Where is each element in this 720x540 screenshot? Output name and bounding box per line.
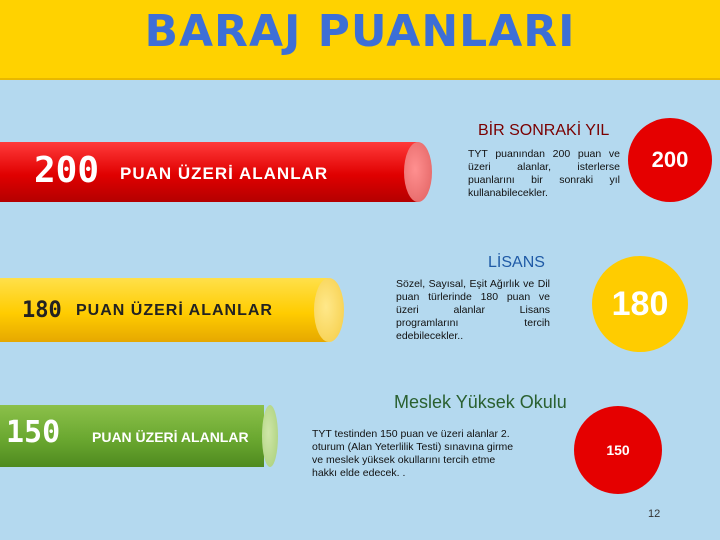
score-circle-150 <box>574 406 662 494</box>
cylinder-180 <box>0 278 344 342</box>
row-heading: BİR SONRAKİ YIL <box>478 122 610 139</box>
cylinder-label: PUAN ÜZERİ ALANLAR <box>76 302 273 319</box>
row-heading: LİSANS <box>488 254 545 271</box>
row-description: Sözel, Sayısal, Eşit Ağırlık ve Dil puan türlerinde 180 puan ve üzeri alanlar Lisans programlarını tercih edebilecekler.. <box>396 278 550 342</box>
row-description: TYT testinden 150 puan ve üzeri alanlar 2. oturum (Alan Yeterlilik Testi) sınavına girme ve meslek yüksek okullarını tercih etme hakkı elde edecek. . <box>312 428 514 479</box>
row-description: TYT puanından 200 puan ve üzeri alanlar, isterlerse puanlarını bir sonraki yıl kullanabilecekler. <box>468 148 620 199</box>
cylinder-150 <box>0 405 278 467</box>
cylinder-number: 180 <box>22 298 62 323</box>
cylinder-number: 200 <box>34 150 100 191</box>
cylinder-cap <box>404 142 432 202</box>
score-circle-value: 180 <box>611 284 669 323</box>
page-number: 12 <box>648 508 661 520</box>
score-circle-200 <box>628 118 712 202</box>
cylinder-cap <box>314 278 344 342</box>
cylinder-number: 150 <box>6 415 61 450</box>
cylinder-label: PUAN ÜZERİ ALANLAR <box>92 429 249 445</box>
page-title: BARAJ PUANLARI <box>144 6 576 57</box>
score-circle-value: 150 <box>606 442 630 458</box>
row-heading: Meslek Yüksek Okulu <box>394 392 567 412</box>
cylinder-cap <box>262 405 278 467</box>
cylinder-label: PUAN ÜZERİ ALANLAR <box>120 164 329 183</box>
score-circle-value: 200 <box>651 147 689 172</box>
cylinder-200 <box>0 142 432 202</box>
score-circle-180 <box>592 256 688 352</box>
